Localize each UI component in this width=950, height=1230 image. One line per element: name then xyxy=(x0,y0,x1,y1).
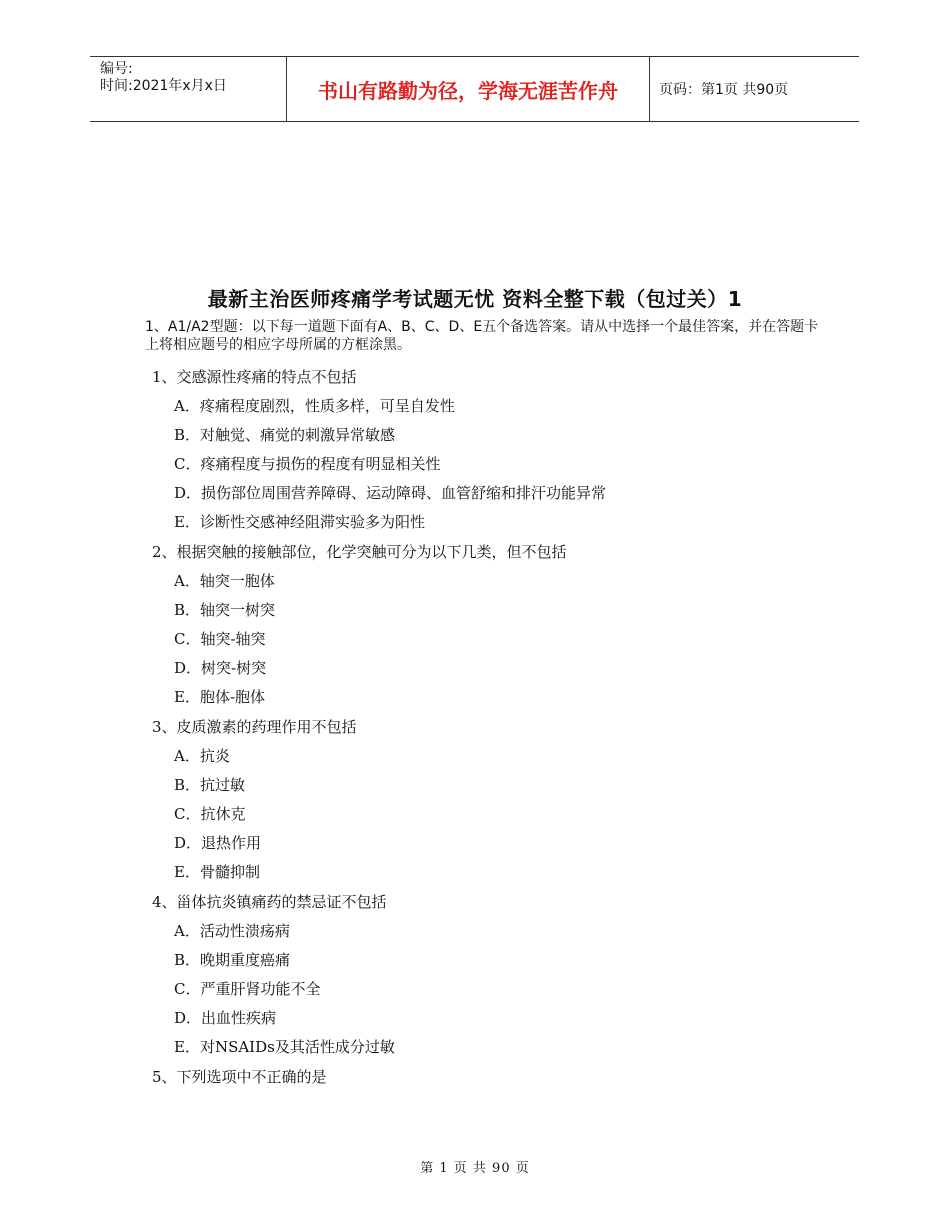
question-stem: 3、皮质激素的药理作用不包括 xyxy=(152,718,357,736)
question-stem: 2、根据突触的接触部位，化学突触可分为以下几类，但不包括 xyxy=(152,543,567,561)
header-time-label: 时间:2021年x月x日 xyxy=(100,78,227,94)
question-stem: 4、甾体抗炎镇痛药的禁忌证不包括 xyxy=(152,893,387,911)
header-meta xyxy=(90,57,286,121)
option-b: B．抗过敏 xyxy=(174,776,246,794)
question-2 xyxy=(152,541,812,715)
option-d: D．出血性疾病 xyxy=(174,1009,277,1027)
option-e: E．骨髓抑制 xyxy=(174,863,260,881)
header-number-label: 编号: xyxy=(100,61,133,77)
option-a: A．抗炎 xyxy=(174,747,230,765)
option-b: B．晚期重度癌痛 xyxy=(174,951,291,969)
option-e: E．诊断性交感神经阻滞实验多为阳性 xyxy=(174,513,425,531)
document-title: 最新主治医师疼痛学考试题无忧 资料全整下载（包过关）1 xyxy=(207,287,743,311)
page-header xyxy=(90,56,859,122)
section-instructions: 1、A1/A2型题：以下每一道题下面有A、B、C、D、E五个备选答案。请从中选择一个最佳答案，并在答题卡上将相应题号的相应字母所属的方框涂黑。 xyxy=(145,319,819,353)
question-3 xyxy=(152,716,812,890)
option-c: C．疼痛程度与损伤的程度有明显相关性 xyxy=(174,455,441,473)
option-c: C．抗休克 xyxy=(174,805,246,823)
option-c: C．严重肝肾功能不全 xyxy=(174,980,321,998)
question-stem: 5、下列选项中不正确的是 xyxy=(152,1068,327,1086)
option-b: B．对触觉、痛觉的刺激异常敏感 xyxy=(174,426,396,444)
question-5 xyxy=(152,1066,812,1095)
option-b: B．轴突一树突 xyxy=(174,601,276,619)
option-e: E．胞体-胞体 xyxy=(174,688,266,706)
question-1 xyxy=(152,366,812,540)
option-a: A．疼痛程度剧烈，性质多样，可呈自发性 xyxy=(174,397,455,415)
option-d: D．损伤部位周围营养障碍、运动障碍、血管舒缩和排汗功能异常 xyxy=(174,484,607,502)
option-e: E．对NSAIDs及其活性成分过敏 xyxy=(174,1038,395,1056)
question-4 xyxy=(152,891,812,1065)
question-stem: 1、交感源性疼痛的特点不包括 xyxy=(152,368,357,386)
header-page-info: 页码：第1页 共90页 xyxy=(659,82,789,98)
option-a: A．轴突一胞体 xyxy=(174,572,275,590)
option-d: D．退热作用 xyxy=(174,834,262,852)
option-a: A．活动性溃疡病 xyxy=(174,922,290,940)
option-c: C．轴突-轴突 xyxy=(174,630,266,648)
page-footer: 第 1 页 共 90 页 xyxy=(420,1161,530,1176)
option-d: D．树突-树突 xyxy=(174,659,267,677)
header-motto: 书山有路勤为径，学海无涯苦作舟 xyxy=(286,57,650,121)
question-list xyxy=(152,366,812,1095)
